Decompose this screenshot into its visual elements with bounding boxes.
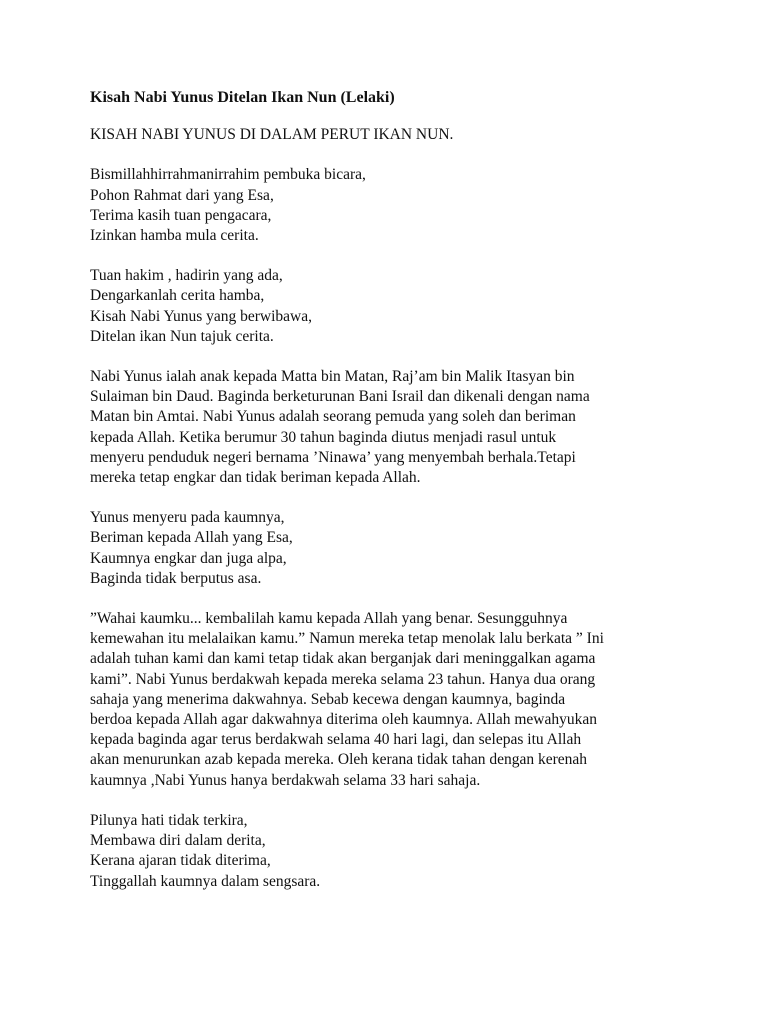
paragraph-line: ”Wahai kaumku... kembalilah kamu kepada Allah yang benar. Sesungguhnya (90, 610, 568, 628)
verse-line: Kerana ajaran tidak diterima, (90, 852, 271, 870)
verse-line: Pilunya hati tidak terkira, (90, 811, 248, 829)
verse-line: Bismillahhirrahmanirrahim pembuka bicara, (90, 166, 366, 184)
paragraph-line: kepada Allah. Ketika berumur 30 tahun baginda diutus menjadi rasul untuk (90, 428, 557, 446)
verse-line: Terima kasih tuan pengacara, (90, 206, 272, 224)
verse-line: Yunus menyeru pada kaumnya, (90, 509, 285, 527)
paragraph-dakwah (90, 609, 720, 791)
verse-line: Izinkan hamba mula cerita. (90, 227, 259, 245)
paragraph-line: kami”. Nabi Yunus berdakwah kepada mereka selama 23 tahun. Hanya dua orang (90, 670, 596, 688)
paragraph-line: Nabi Yunus ialah anak kepada Matta bin Matan, Raj’am bin Malik Itasyan bin (90, 368, 575, 386)
paragraph-line: menyeru penduduk negeri bernama ’Ninawa’ yang menyembah berhala.Tetapi (90, 448, 576, 466)
verse-line: Dengarkanlah cerita hamba, (90, 287, 265, 305)
verse-line: Beriman kepada Allah yang Esa, (90, 529, 293, 547)
paragraph-line: mereka tetap engkar dan tidak beriman kepada Allah. (90, 469, 421, 487)
document-title: Kisah Nabi Yunus Ditelan Ikan Nun (Lelaki) (90, 89, 395, 106)
verse-line: Tinggallah kaumnya dalam sengsara. (90, 872, 321, 890)
paragraph-line: Matan bin Amtai. Nabi Yunus adalah seorang pemuda yang soleh dan beriman (90, 408, 576, 426)
stanza-introduction (90, 266, 720, 347)
paragraph-line: kepada baginda agar terus berdakwah selama 40 hari lagi, dan selepas itu Allah (90, 731, 582, 749)
stanza-sorrow (90, 811, 720, 892)
stanza-preaching (90, 508, 720, 589)
verse-line: Baginda tidak berputus asa. (90, 569, 262, 587)
verse-line: Kaumnya engkar dan juga alpa, (90, 549, 287, 567)
paragraph-line: Sulaiman bin Daud. Baginda berketurunan Bani Israil dan dikenali dengan nama (90, 388, 590, 406)
verse-line: Ditelan ikan Nun tajuk cerita. (90, 327, 274, 345)
verse-line: Membawa diri dalam derita, (90, 832, 266, 850)
paragraph-line: akan menurunkan azab kepada mereka. Oleh kerana tidak tahan dengan kerenah (90, 751, 588, 769)
paragraph-line: sahaja yang menerima dakwahnya. Sebab kecewa dengan kaumnya, baginda (90, 690, 566, 708)
stanza-opening (90, 165, 720, 246)
paragraph-line: adalah tuhan kami dan kami tetap tidak akan berganjak dari meninggalkan agama (90, 650, 596, 668)
document-page (90, 88, 720, 892)
verse-line: Tuan hakim , hadirin yang ada, (90, 267, 283, 285)
paragraph-line: berdoa kepada Allah agar dakwahnya diterima oleh kaumnya. Allah mewahyukan (90, 711, 598, 729)
paragraph-line: kaumnya ,Nabi Yunus hanya berdakwah selama 33 hari sahaja. (90, 771, 481, 789)
paragraph-background (90, 367, 720, 488)
paragraph-line: kemewahan itu melalaikan kamu.” Namun mereka tetap menolak lalu berkata ” Ini (90, 630, 604, 648)
verse-line: Pohon Rahmat dari yang Esa, (90, 186, 274, 204)
verse-line: Kisah Nabi Yunus yang berwibawa, (90, 307, 312, 325)
document-subtitle: KISAH NABI YUNUS DI DALAM PERUT IKAN NUN. (90, 126, 454, 144)
